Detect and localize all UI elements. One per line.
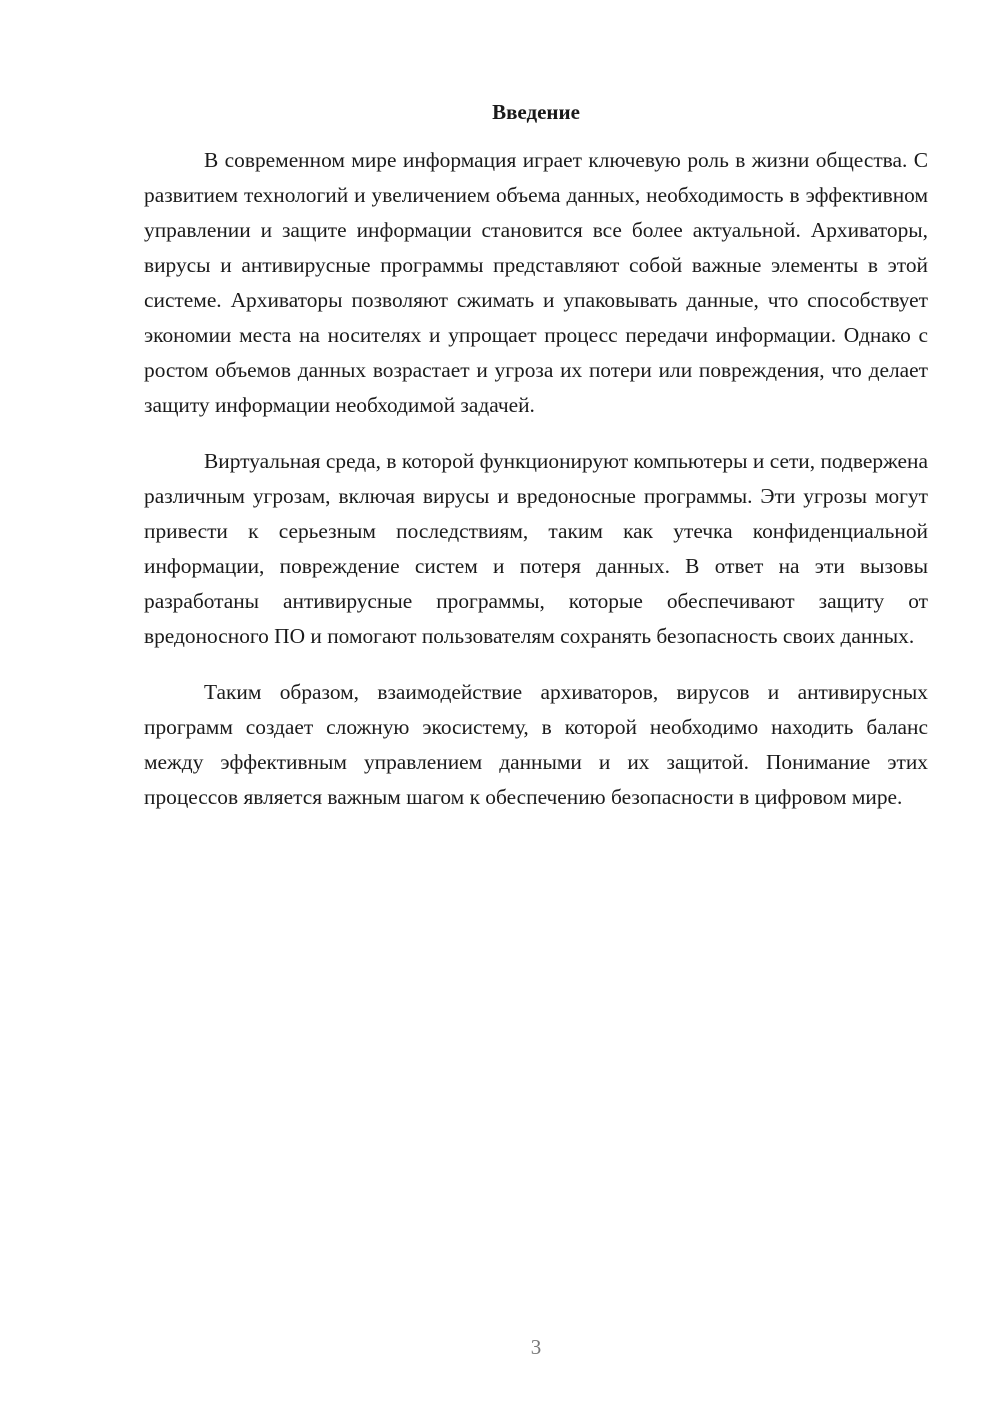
page-title: Введение	[492, 100, 580, 124]
page-number: 3	[530, 1335, 542, 1359]
paragraph-1: В современном мире информация играет ключевую роль в жизни общества. С развитием технологий и увеличением объема данных, необходимость в эффективном управлении и защите информации становится все более актуальной. Архиваторы, вирусы и антивирусные программы представляют собой важные элементы в этой системе. Архиваторы позволяют сжимать и упаковывать данные, что способствует экономии места на носителях и упрощает процесс передачи информации. Однако с ростом объемов данных возрастает и угроза их потери или повреждения, что делает защиту информации необходимой задачей.	[144, 148, 928, 417]
paragraph-2: Виртуальная среда, в которой функционируют компьютеры и сети, подвержена различным угрозам, включая вирусы и вредоносные программы. Эти угрозы могут привести к серьезным последствиям, таким как утечка конфиденциальной информации, повреждение систем и потеря данных. В ответ на эти вызовы разработаны антивирусные программы, которые обеспечивают защиту от вредоносного ПО и помогают пользователям сохранять безопасность своих данных.	[144, 449, 928, 648]
body-text	[144, 143, 928, 815]
paragraph-3: Таким образом, взаимодействие архиваторов, вирусов и антивирусных программ создает сложную экосистему, в которой необходимо находить баланс между эффективным управлением данными и их защитой. Понимание этих процессов является важным шагом к обеспечению безопасности в цифровом мире.	[144, 680, 928, 809]
